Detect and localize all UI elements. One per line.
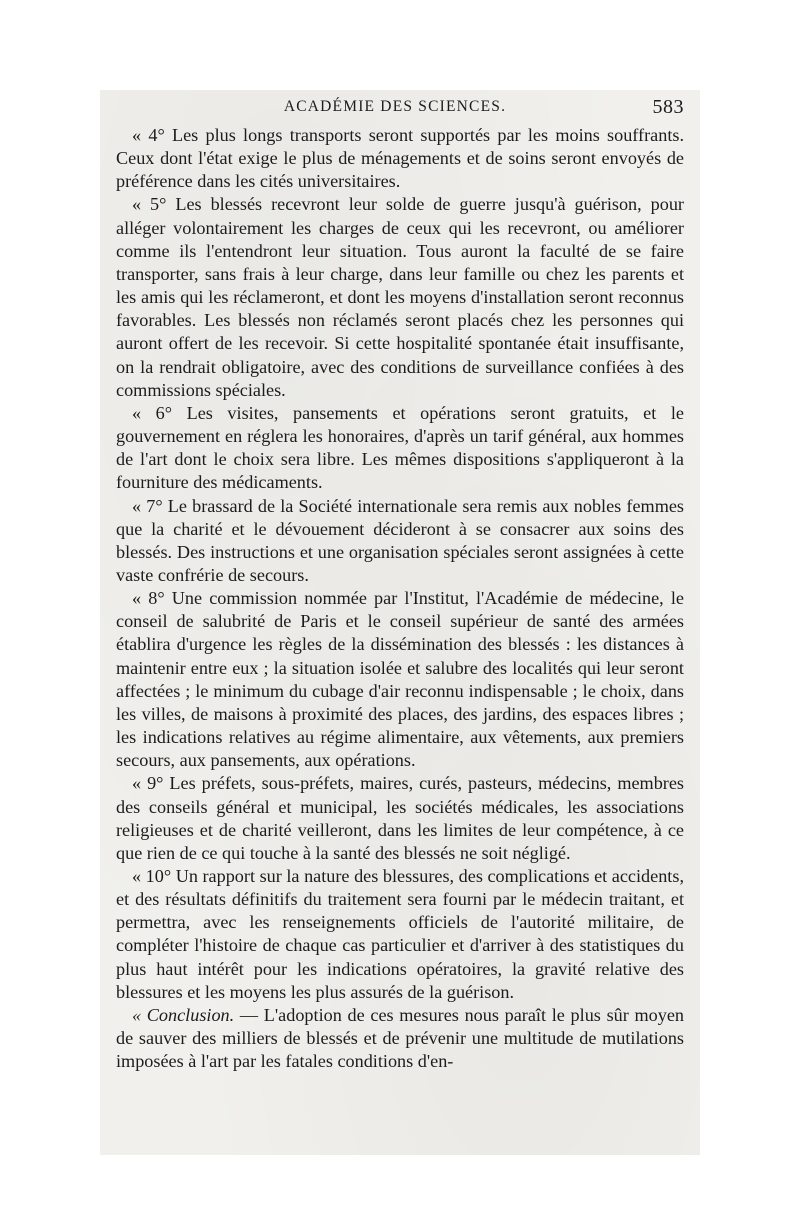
paragraph-item-8: « 8° Une commission nommée par l'Institut, l'Académie de médecine, le conseil de salubrité de Paris et le conseil supérieur de santé des armées établira d'urgence les règles de la dissémination des blessés : les distances à maintenir entre eux ; la situation isolée et salubre des localités qui leur seront affectées ; le minimum du cubage d'air reconnu indispensable ; le choix, dans les villes, de maisons à proximité des places, des jardins, des espaces libres ; les indications relatives au régime alimentaire, aux vêtements, aux premiers secours, aux pansements, aux opérations. — [116, 588, 684, 771]
paragraph-item-5: « 5° Les blessés recevront leur solde de guerre jusqu'à guérison, pour alléger volontairement les charges de ceux qui les recevront, ou améliorer comme ils l'entendront leur situation. Tous auront la faculté de se faire transporter, sans frais à leur charge, dans leur famille ou chez les parents et les amis qui les réclameront, et dont les moyens d'installation seront reconnus favorables. Les blessés non réclamés seront placés chez les personnes qui auront offert de les recevoir. Si cette hospitalité spontanée était insuffisante, on la rendrait obligatoire, avec des conditions de surveillance confiées à des commissions spéciales. — [116, 194, 684, 400]
paragraph-item-4: « 4° Les plus longs transports seront supportés par les moins souffrants. Ceux dont l'état exige le plus de ménagements et de soins seront envoyés de préférence dans les cités universitaires. — [116, 125, 684, 192]
paragraph-item-6: « 6° Les visites, pansements et opérations seront gratuits, et le gouvernement en réglera les honoraires, d'après un tarif général, aux hommes de l'art dont le choix sera libre. Les mêmes dispositions s'appliqueront à la fourniture des médicaments. — [116, 402, 684, 493]
running-head: ACADÉMIE DES SCIENCES. — [283, 98, 507, 115]
paragraph-conclusion: « Conclusion. — L'adoption de ces mesures nous paraît le plus sûr moyen de sauver des milliers de blessés et de prévenir une multitude de mutilations imposées à l'art par les fatales conditions d'en- — [116, 1004, 684, 1072]
page-number: 583 — [652, 96, 684, 118]
paragraph-item-7: « 7° Le brassard de la Société internationale sera remis aux nobles femmes que la charité et le dévouement décideront à se consacrer aux soins des blessés. Des instructions et une organisation spéciales seront assignées à cette vaste confrérie de secours. — [116, 495, 684, 585]
body-text — [116, 124, 684, 1073]
paragraph-item-10: « 10° Un rapport sur la nature des blessures, des complications et accidents, et des résultats définitifs du traitement sera fourni par le médecin traitant, et permettra, avec les renseignements officiels de l'autorité militaire, de compléter l'histoire de chaque cas particulier et d'arriver à des statistiques du plus haut intérêt pour les indications opératoires, la gravité relative des blessures et les moyens les plus assurés de la guérison. — [116, 866, 684, 1002]
paragraph-item-9: « 9° Les préfets, sous-préfets, maires, curés, pasteurs, médecins, membres des conseils général et municipal, les sociétés médicales, les associations religieuses et de charité veilleront, dans les limites de leur compétence, à ce que rien de ce qui touche à la santé des blessés ne soit négligé. — [116, 773, 684, 863]
conclusion-heading: « Conclusion. — [132, 1004, 235, 1025]
page-header — [100, 98, 690, 122]
